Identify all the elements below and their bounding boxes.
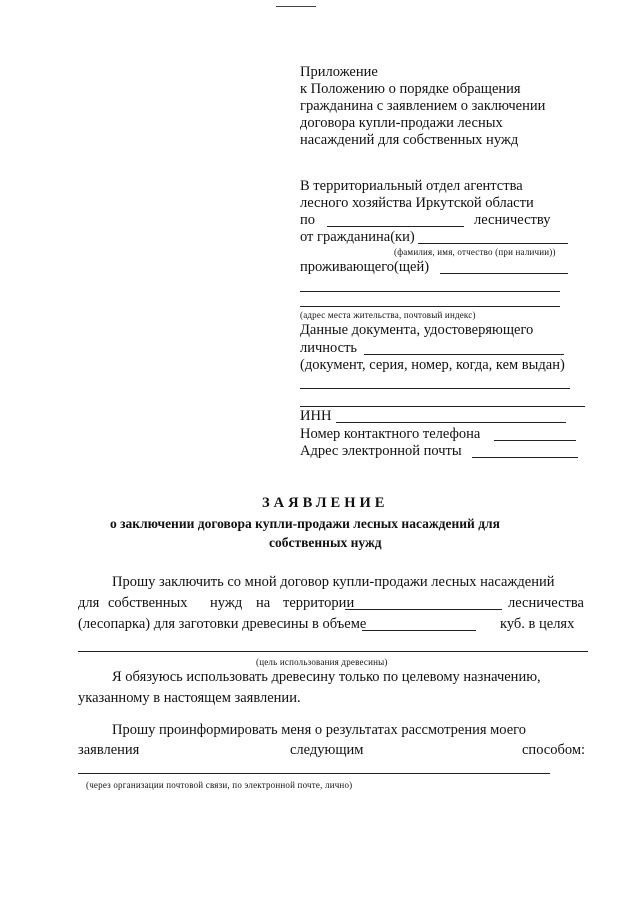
statement-subtitle-1: о заключении договора купли-продажи лесных насаждений для (110, 516, 500, 531)
phone-blank[interactable] (494, 440, 576, 441)
appendix-line-2: к Положению о порядке обращения (300, 81, 521, 97)
p3-line-2-b: следующим (290, 742, 364, 758)
statement-subtitle-2: собственных нужд (269, 535, 382, 550)
p1-line-2-d: на (256, 595, 271, 611)
statement-title: ЗАЯВЛЕНИЕ (262, 495, 389, 511)
residence-blank-3[interactable] (300, 306, 560, 307)
email-blank[interactable] (472, 457, 578, 458)
identity-blank[interactable] (364, 354, 564, 355)
p1-line-2-a: для (78, 595, 100, 611)
from-citizen-label: от гражданина(ки) (300, 229, 415, 245)
email-label: Адрес электронной почты (300, 443, 462, 459)
p1-line-2-f: лесничества (508, 595, 584, 611)
citizen-name-blank[interactable] (418, 243, 568, 244)
method-hint: (через организации почтовой связи, по электронной почте, лично) (86, 780, 353, 790)
p1-line-2-b: собственных (108, 595, 188, 611)
p3-line-2-a: заявления (78, 742, 140, 758)
doc-data-label: Данные документа, удостоверяющего (300, 322, 534, 338)
appendix-line-4: договора купли-продажи лесных (300, 115, 503, 131)
appendix-line-1: Приложение (300, 64, 378, 80)
p1-line-3-a: (лесопарка) для заготовки древесины в объеме (78, 616, 367, 632)
method-blank[interactable] (78, 773, 550, 774)
p3-line-2-c: способом: (522, 742, 586, 758)
addressee-po: по (300, 212, 316, 228)
top-rule (276, 6, 316, 7)
inn-label: ИНН (300, 408, 332, 424)
p2-line-2: указанному в настоящем заявлении. (78, 690, 301, 706)
appendix-line-5: насаждений для собственных нужд (300, 132, 519, 148)
territory-blank[interactable] (345, 609, 502, 610)
p1-line-2-c: нужд (210, 595, 243, 611)
p1-line-2-e: территории (283, 595, 355, 611)
document-blank-1[interactable] (300, 388, 570, 389)
doc-hint: (документ, серия, номер, когда, кем выдан) (300, 357, 565, 373)
fio-hint: (фамилия, имя, отчество (при наличии)) (394, 247, 556, 257)
p1-line-3-b: куб. в целях (500, 616, 575, 632)
identity-label: личность (300, 340, 358, 356)
p3-line-1: Прошу проинформировать меня о результатах рассмотрения моего (112, 722, 527, 738)
residence-blank-2[interactable] (300, 291, 560, 292)
addressee-line-1: В территориальный отдел агентства (300, 178, 523, 194)
forestry-blank[interactable] (327, 226, 464, 227)
residing-label: проживающего(щей) (300, 259, 430, 275)
document-blank-2[interactable] (300, 406, 585, 407)
phone-label: Номер контактного телефона (300, 426, 481, 442)
p1-line-1: Прошу заключить со мной договор купли-продажи лесных насаждений (112, 574, 555, 590)
inn-blank[interactable] (336, 422, 566, 423)
purpose-hint: (цель использования древесины) (256, 657, 388, 667)
address-hint: (адрес места жительства, почтовый индекс) (300, 310, 476, 320)
volume-blank[interactable] (362, 630, 476, 631)
addressee-line-2: лесного хозяйства Иркутской области (300, 195, 534, 211)
residence-blank-1[interactable] (440, 273, 568, 274)
purpose-blank[interactable] (78, 651, 588, 652)
p2-line-1: Я обязуюсь использовать древесину только по целевому назначению, (112, 669, 541, 685)
addressee-lesnichestvu: лесничеству (474, 212, 551, 228)
appendix-line-3: гражданина с заявлением о заключении (300, 98, 546, 114)
